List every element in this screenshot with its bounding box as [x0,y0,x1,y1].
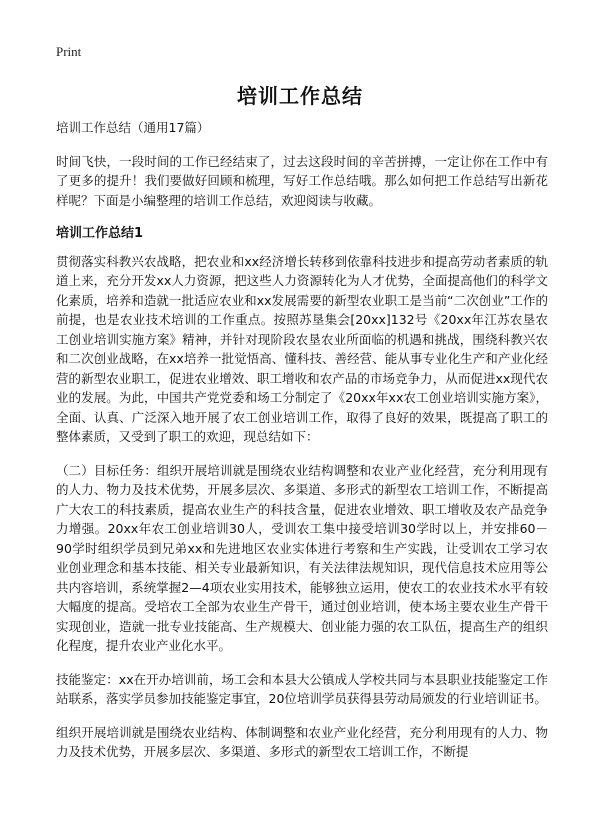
article-subtitle: 培训工作总结（通用17篇） [56,120,210,135]
print-link[interactable]: Print [56,44,82,59]
intro-paragraph: 时间飞快，一段时间的工作已经结束了，过去这段时间的辛苦拼搏，一定让你在工作中有了更多的提升！我们要做好回顾和梳理，写好工作总结哦。那么如何把工作总结写出新花样呢？下面是小编整理的培训工作总结，欢迎阅读与收藏。 [56,153,548,208]
body-paragraph: 组织开展培训就是围绕农业结构、体制调整和农业产业化经营，充分利用现有的人力、物力及技术优势，开展多层次、多渠道、多形式的新型农工培训工作，不断提 [56,724,548,759]
article-body [56,118,548,776]
body-paragraph: （二）目标任务：组织开展培训就是围绕农业结构调整和农业产业化经营，充分利用现有的人力、物力及技术优势，开展多层次、多渠道、多形式的新型农工培训工作，不断提高广大农工的科技素质，提高农业生产的科技含量，促进农业增效、职工增收及农产品竞争力增强。20xx年农工创业培训30人，受训农工集中接受培训30学时以上，并安排60－90学时组织学员到兄弟xx和先进地区农业实体进行考察和生产实践，让受训农工学习农业创业理念和基本技能、相关专业最新知识，有关法律法规知识，现代信息技术应用等公共内容培训，系统掌握2—4项农业实用技术，能够独立运用，使农工的农业技术水平有较大幅度的提高。受培农工全部为农业生产骨干，通过创业培训，使本场主要农业生产骨干实现创业，造就一批专业技能高、生产规模大、创业能力强的农工队伍，提高生产的组织化程度，提升农业产业化水平。 [56,462,548,653]
section-heading: 培训工作总结1 [56,226,144,241]
body-paragraph: 贯彻落实科教兴农战略，把农业和xx经济增长转移到依靠科技进步和提高劳动者素质的轨道上来，充分开发xx人力资源，把这些人力资源转化为人才优势，全面提高他们的科学文化素质，培养和造就一批适应农业和xx发展需要的新型农业职工是当前“二次创业”工作的前提，也是农业技术培训的工作重点。按照苏垦集会[20xx]132号《20xx年江苏农垦农工创业培训实施方案》精神，并针对现阶段农垦农业所面临的机遇和挑战，围绕科教兴农和二次创业战略，在xx培养一批觉悟高、懂科技、善经营、能从事专业化生产和产业化经营的新型农业职工，促进农业增效、职工增收和农产品的市场竞争力，从而促进xx现代农业的发展。为此，中国共产党党委和场工分制定了《20xx年xx农工创业培训实施方案》，全面、认真、广泛深入地开展了农工创业培训工作，取得了良好的效果，既提高了职工的整体素质，又受到了职工的欢迎，现总结如下： [56,253,548,444]
page-title: 培训工作总结 [237,84,363,108]
body-paragraph: 技能鉴定：xx在开办培训前，场工会和本县大公镇成人学校共同与本县职业技能鉴定工作站联系，落实学员参加技能鉴定事宜，20位培训学员获得县劳动局颁发的行业培训证书。 [56,671,548,706]
